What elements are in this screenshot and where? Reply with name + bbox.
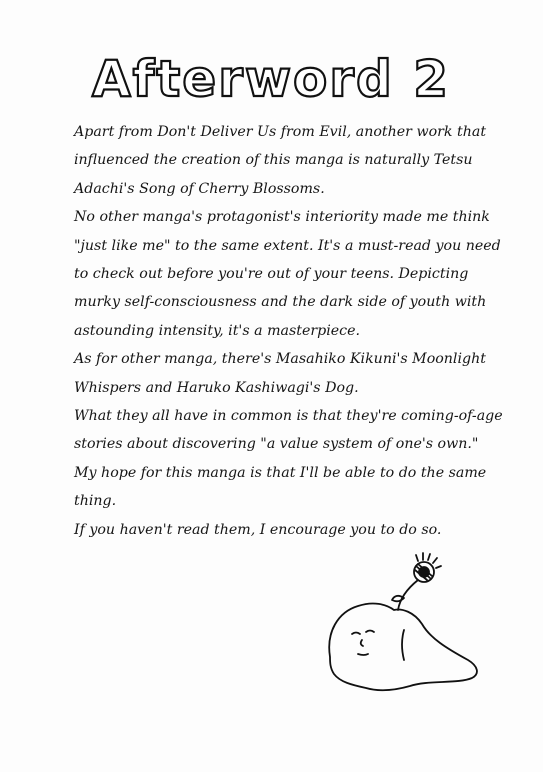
paragraph-common-theme: What they all have in common is that they're coming-of-age stories about discovering "a value system of one's own." bbox=[74, 408, 503, 453]
paragraph-influence: Apart from Don't Deliver Us from Evil, another work that influenced the creation of this manga is naturally Tetsu Adachi's Song of Cherry Blossoms. bbox=[74, 124, 487, 197]
blob-mouth bbox=[358, 654, 368, 655]
paragraph-song-of-cherry-blossoms: No other manga's protagonist's interiority made me think "just like me" to the same extent. It's a must-read you need to check out before you're out of your teens. Depicting murky self-consciousness and the dark side of youth with astounding intensity, it's a masterpiece. bbox=[74, 209, 501, 339]
paragraph-encouragement: If you haven't read them, I encourage you to do so. bbox=[74, 521, 442, 538]
paragraph-other-manga: As for other manga, there's Masahiko Kikuni's Moonlight Whispers and Haruko Kashiwagi's Dog. bbox=[74, 351, 486, 396]
paragraph-hope: My hope for this manga is that I'll be able to do the same thing. bbox=[74, 464, 487, 510]
title-outline-lettering bbox=[0, 44, 543, 114]
afterword-title bbox=[0, 44, 543, 114]
flower-leaf bbox=[392, 596, 404, 601]
blob-nose bbox=[361, 640, 363, 646]
title-text: Afterword 2 bbox=[91, 50, 451, 108]
blob-right-eye bbox=[366, 631, 374, 633]
afterword-body bbox=[74, 118, 514, 544]
blob-body-line bbox=[402, 630, 404, 660]
flower-stem bbox=[398, 580, 418, 610]
blob-creature-illustration bbox=[318, 552, 488, 702]
blob-body bbox=[329, 603, 477, 690]
blob-left-eye bbox=[352, 633, 360, 635]
